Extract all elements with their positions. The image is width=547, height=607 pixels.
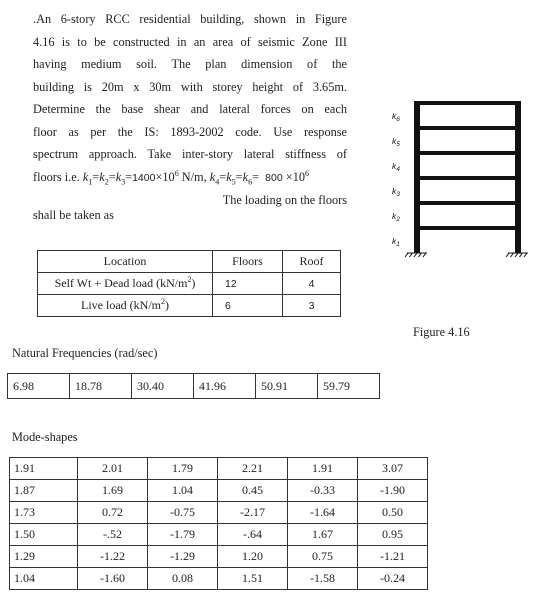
mode-shape-cell: 1.04 [148, 480, 218, 502]
loads-table [37, 250, 341, 317]
header-location: Location [38, 251, 213, 273]
header-roof: Roof [283, 251, 341, 273]
table-row [38, 273, 341, 295]
mode-shape-cell: 1.20 [218, 546, 288, 568]
natural-frequencies-label: Natural Frequencies (rad/sec) [12, 346, 158, 360]
mode-shape-cell: -1.90 [358, 480, 428, 502]
support-hatch [506, 253, 509, 257]
frame-figure [388, 96, 547, 296]
table-row [10, 480, 428, 502]
floors-value: 6 [213, 295, 283, 317]
frame-structure [405, 101, 528, 257]
stiffness-value-2: 800 [265, 171, 283, 184]
table-row [10, 458, 428, 480]
frequency-cell: 30.40 [132, 374, 194, 399]
floor-beam [414, 201, 521, 205]
support-hatch [511, 253, 514, 257]
mode-shape-cell: -1.79 [148, 524, 218, 546]
mode-shapes-table [9, 457, 428, 590]
header-floors: Floors [213, 251, 283, 273]
mode-shape-cell: -1.60 [78, 568, 148, 590]
mode-shape-cell: 0.95 [358, 524, 428, 546]
table-row [10, 502, 428, 524]
floor-beam [414, 226, 521, 230]
problem-line: floor as per the IS: 1893-2002 code. Use response [33, 124, 347, 139]
support-hatch [423, 253, 426, 257]
roof-value: 4 [283, 273, 341, 295]
mode-shape-cell: 0.08 [148, 568, 218, 590]
problem-statement [33, 8, 347, 212]
floors-value: 12 [213, 273, 283, 295]
stiffness-label: $k_4$ [392, 161, 400, 173]
stiffness-labels [392, 111, 400, 248]
figure-caption: Figure 4.16 [413, 325, 470, 339]
stiffness-label: $k_1$ [392, 236, 400, 248]
floor-beam [414, 126, 521, 130]
mode-shape-cell: 1.04 [10, 568, 78, 590]
floor-beam [414, 176, 521, 180]
problem-line: 4.16 is to be constructed in an area of seismic Zone III [33, 34, 347, 49]
mode-shapes-label: Mode-shapes [12, 430, 78, 444]
floor-beam [414, 101, 521, 105]
mode-shape-cell: 0.50 [358, 502, 428, 524]
mode-shape-cell: 1.73 [10, 502, 78, 524]
mode-shape-cell: -0.33 [288, 480, 358, 502]
frequency-cell: 50.91 [256, 374, 318, 399]
support-hatch [414, 253, 417, 257]
row-label: Live load $(kN/m^2)$ [38, 295, 213, 317]
mode-shape-cell: -.64 [218, 524, 288, 546]
mode-shape-cell: 1.67 [288, 524, 358, 546]
row-label: Self Wt + Dead load $(kN/m^2)$ [38, 273, 213, 295]
frequency-cell: 41.96 [194, 374, 256, 399]
mode-shape-cell: -0.24 [358, 568, 428, 590]
mode-shape-cell: 1.69 [78, 480, 148, 502]
floor-beam [414, 151, 521, 155]
natural-frequencies-table [7, 373, 380, 399]
support-hatch [410, 253, 413, 257]
table-row [8, 374, 380, 399]
support-hatch [520, 253, 523, 257]
mode-shape-cell: -1.64 [288, 502, 358, 524]
mode-shape-cell: 1.29 [10, 546, 78, 568]
table-row [38, 295, 341, 317]
problem-line: having medium soil. The plan dimension of the [33, 57, 347, 71]
problem-line: .An 6-story RCC residential building, shown in Figure [33, 12, 347, 26]
mode-shape-cell: 0.72 [78, 502, 148, 524]
loading-line: The loading on the floors [222, 193, 347, 207]
stiffness-label: $k_5$ [392, 136, 400, 148]
mode-shape-cell: 1.50 [10, 524, 78, 546]
stiffness-line: floors i.e. $k_1=k_2=k_3=1400\times 10^6$ N/m, $k_4=k_5=k_6= 800 \times 10^6$ [33, 168, 309, 186]
stiffness-label: $k_6$ [392, 111, 400, 123]
mode-shape-cell: 3.07 [358, 458, 428, 480]
mode-shape-cell: -1.21 [358, 546, 428, 568]
frequency-cell: 6.98 [8, 374, 70, 399]
support-hatch [405, 253, 408, 257]
mode-shape-cell: -1.22 [78, 546, 148, 568]
mode-shape-cell: 1.91 [288, 458, 358, 480]
mode-shape-cell: 1.79 [148, 458, 218, 480]
problem-line: spectrum approach. Take inter-story lateral stiffness of [33, 147, 347, 161]
frequency-cell: 59.79 [318, 374, 380, 399]
support-hatch [524, 253, 527, 257]
loading-line-2: shall be taken as [33, 208, 114, 222]
stiffness-label: $k_3$ [392, 186, 400, 198]
mode-shape-cell: 1.91 [10, 458, 78, 480]
problem-line: Determine the base shear and lateral forces on each [33, 102, 347, 116]
table-row [38, 251, 341, 273]
mode-shape-cell: -1.58 [288, 568, 358, 590]
mode-shape-cell: -2.17 [218, 502, 288, 524]
support-hatch [419, 253, 422, 257]
mode-shape-cell: -.52 [78, 524, 148, 546]
frequency-cell: 18.78 [70, 374, 132, 399]
table-row [10, 524, 428, 546]
mode-shape-cell: -1.29 [148, 546, 218, 568]
mode-shape-cell: 0.75 [288, 546, 358, 568]
support-hatch [515, 253, 518, 257]
mode-shape-cell: 2.21 [218, 458, 288, 480]
mode-shape-cell: -0.75 [148, 502, 218, 524]
stiffness-label: $k_2$ [392, 211, 400, 223]
mode-shape-cell: 2.01 [78, 458, 148, 480]
stiffness-value-1: 1400 [132, 171, 156, 184]
mode-shape-cell: 1.51 [218, 568, 288, 590]
mode-shape-cell: 1.87 [10, 480, 78, 502]
table-row [10, 546, 428, 568]
roof-value: 3 [283, 295, 341, 317]
mode-shape-cell: 0.45 [218, 480, 288, 502]
problem-line: building is 20m x 30m with storey height of 3.65m. [33, 79, 347, 94]
table-row [10, 568, 428, 590]
